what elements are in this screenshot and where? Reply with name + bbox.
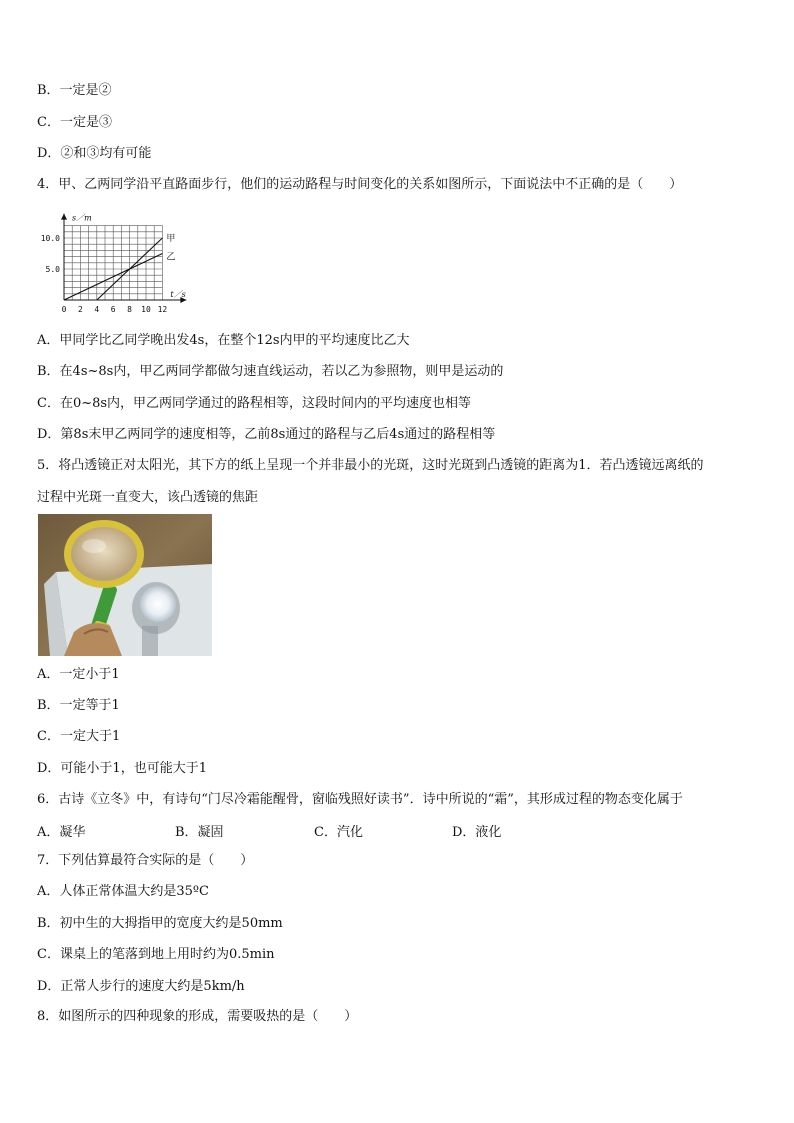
x-tick-label: 6 xyxy=(110,305,116,314)
q5-stem-line2: 过程中光斑一直变大，该凸透镜的焦距 xyxy=(37,490,259,505)
x-axis-title: t／s xyxy=(170,290,186,299)
q6-option-d: D．液化 xyxy=(452,825,502,840)
y-axis-arrow xyxy=(61,214,67,220)
x-tick-label: 2 xyxy=(77,305,83,314)
q7-option-a: A．人体正常体温大约是35ºC xyxy=(37,884,209,899)
q3-option-b: B．一定是② xyxy=(37,83,112,98)
q4-option-a: A．甲同学比乙同学晚出发4s，在整个12s内甲的平均速度比乙大 xyxy=(37,333,410,348)
distance-time-graph xyxy=(36,210,206,318)
q6-option-a: A．凝华 xyxy=(37,825,86,840)
x-tick-label: 4 xyxy=(94,305,100,314)
q4-stem: 4．甲、乙两同学沿平直路面步行，他们的运动路程与时间变化的关系如图所示，下面说法中不正确的是（ ） xyxy=(37,177,683,192)
graph-grid xyxy=(64,226,162,300)
q3-option-d: D．②和③均有可能 xyxy=(37,146,152,161)
q6-option-c: C．汽化 xyxy=(314,825,363,840)
x-tick-label: 12 xyxy=(157,305,168,314)
q7-option-b: B．初中生的大拇指甲的宽度大约是50mm xyxy=(37,916,283,931)
q6-options xyxy=(37,821,757,839)
x-tick-label: 8 xyxy=(127,305,133,314)
q4-option-d: D．第8s末甲乙两同学的速度相等，乙前8s通过的路程与乙后4s通过的路程相等 xyxy=(37,427,496,442)
y-tick-label: 10.0 xyxy=(40,234,60,243)
y-axis-title: s／m xyxy=(72,213,92,223)
x-tick-label: 10 xyxy=(141,305,151,314)
series-label-1: 甲 xyxy=(166,234,176,244)
q7-option-c: C．课桌上的笔落到地上用时约为0.5min xyxy=(37,947,275,962)
q7-stem: 7．下列估算最符合实际的是（ ） xyxy=(37,853,254,868)
graph-svg xyxy=(36,210,206,318)
q8-stem: 8．如图所示的四种现象的形成，需要吸热的是（ ） xyxy=(37,1009,358,1024)
q3-option-c: C．一定是③ xyxy=(37,115,112,130)
graph-labels xyxy=(72,214,186,299)
q6-stem: 6．古诗《立冬》中，有诗句“门尽冷霜能醒骨，窗临残照好读书”．诗中所说的“霜”，其形成过程的物态变化属于 xyxy=(37,792,683,807)
q5-option-a: A．一定小于1 xyxy=(37,667,120,682)
q5-option-c: C．一定大于1 xyxy=(37,729,121,744)
magnifier-photo-illustration xyxy=(38,514,212,656)
q7-option-d: D．正常人步行的速度大约是5km/h xyxy=(37,979,245,994)
q5-option-d: D．可能小于1，也可能大于1 xyxy=(37,761,207,776)
q4-option-b: B．在4s~8s内，甲乙两同学都做匀速直线运动，若以乙为参照物，则甲是运动的 xyxy=(37,364,504,379)
q5-stem-line1: 5．将凸透镜正对太阳光，其下方的纸上呈现一个并非最小的光斑，这时光斑到凸透镜的距离为1．若凸透镜远离纸的 xyxy=(37,458,704,473)
q6-option-b: B．凝固 xyxy=(175,825,224,840)
magnifier-photo xyxy=(38,514,212,656)
graph-ticks xyxy=(41,234,168,314)
y-tick-label: 5.0 xyxy=(45,265,60,274)
series-label-2: 乙 xyxy=(166,252,176,263)
x-tick-label: 0 xyxy=(61,305,67,314)
q5-option-b: B．一定等于1 xyxy=(37,698,120,713)
q4-option-c: C．在0~8s内，甲乙两同学通过的路程相等，这段时间内的平均速度也相等 xyxy=(37,396,472,411)
